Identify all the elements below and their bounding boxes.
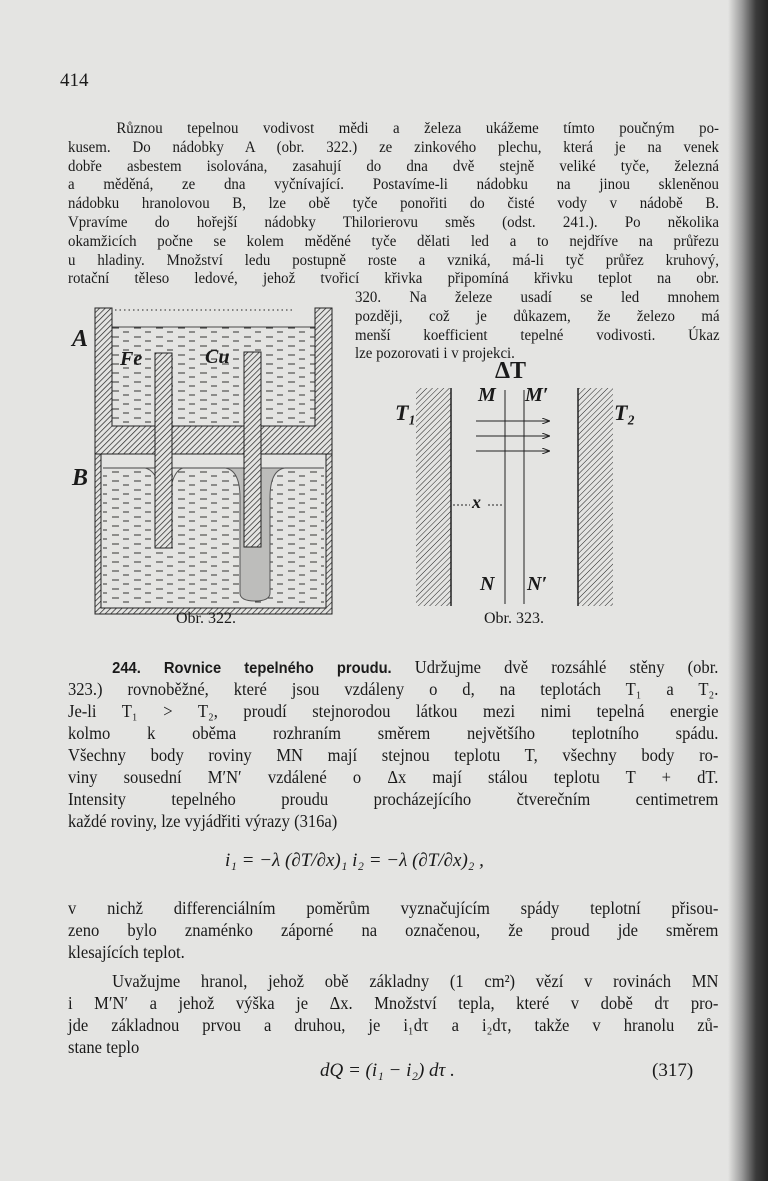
- equation-317-number: (317): [652, 1060, 694, 1081]
- text-line: Vpravíme do hořejší nádobky Thilorierovu směs (odst. 241.). Po několika: [68, 214, 719, 231]
- text-line: zeno bylo znaménko záporné na označenou, že proud jde směrem: [68, 920, 719, 940]
- text-line: okamžicích počne se kolem měděné tyče dělati led a to nejdříve na průřezu: [68, 232, 719, 250]
- text-line: rotační těleso ledové, jehož tvořicí křivka připomíná křivku teplot na obr.: [68, 270, 719, 288]
- label-plane-m-prime: M′: [525, 384, 549, 406]
- text-line: v nichž differenciálním poměrům vyznačujícím spády teplotní přisou-: [68, 898, 719, 918]
- label-vessel-a: A: [72, 326, 89, 352]
- section-heading: 244. Rovnice tepelného proudu.: [112, 660, 392, 677]
- text-line: později, což je důkazem, že železo má: [355, 307, 720, 325]
- text-line: a měděná, ze dna vyčnívající. Postavíme-li nádobku na jinou skleněnou: [68, 176, 719, 194]
- section-first-line: [68, 656, 718, 680]
- text-line: Uvažujme hranol, jehož obě základny (1 cm²) vězí v rovinách MN: [112, 971, 719, 991]
- label-t2: T₂: [614, 400, 636, 425]
- figure-323-caption: Obr. 323.: [484, 610, 544, 627]
- text-line: každé roviny, lze vyjádřiti výrazy (316a): [68, 811, 338, 831]
- equation-317: dQ = (i₁ − i₂) dτ .: [320, 1060, 455, 1081]
- text-line: u hladiny. Množství ledu postupně roste a vzniká, má-li tyč průřez kruhový,: [68, 251, 719, 269]
- section-first-line-text: Udržujme dvě rozsáhlé stěny (obr.: [414, 657, 719, 677]
- label-plane-m: M: [478, 384, 496, 406]
- text-line: i M′N′ a jehož výška je Δx. Množství tepla, které v době dτ pro-: [68, 993, 719, 1013]
- label-copper: Cu: [205, 346, 230, 368]
- text-line: 320. Na železe usadí se led mnohem: [355, 289, 720, 306]
- text-line: nádobku hranolovou B, lze obě tyče ponořiti do čisté vody v nádobě B.: [68, 195, 719, 213]
- text-line: lze pozorovati i v projekci.: [355, 345, 515, 363]
- label-delta-t: ΔT: [495, 358, 527, 384]
- label-plane-n-prime: N′: [527, 573, 548, 595]
- text-line: Je-li T₁ > T₂, proudí stejnorodou látkou mezi nimi tepelná energie: [68, 701, 719, 721]
- text-line: jde základnou prvou a druhou, je i₁dτ a i₂dτ, takže v hranolu zů-: [68, 1015, 719, 1035]
- text-line: Všechny body roviny MN mají stejnou teplotu T, všechny body ro-: [68, 745, 719, 765]
- text-line: klesajících teplot.: [68, 942, 185, 962]
- text-line: Intensity tepelného proudu procházejícího čtverečním centimetrem: [68, 789, 719, 809]
- text-line: dobře asbestem isolována, zasahují do dna dvě stejně veliké tyče, železná: [68, 157, 719, 175]
- label-t1: T₁: [395, 400, 417, 425]
- figure-322-caption: Obr. 322.: [176, 610, 236, 627]
- label-iron: Fe: [120, 348, 143, 370]
- label-plane-n: N: [480, 573, 495, 595]
- text-line: kolmo k oběma rozhraním směrem největšího teplotního spádu.: [68, 723, 719, 743]
- text-line: menší koefficient tepelné vodivosti. Úkaz: [355, 326, 720, 344]
- label-distance-x: x: [472, 492, 481, 512]
- text-line: stane teplo: [68, 1037, 140, 1057]
- equation-316a: i₁ = −λ (∂T/∂x)₁ i₂ = −λ (∂T/∂x)₂ ,: [225, 850, 484, 871]
- text-line: kusem. Do nádobky A (obr. 322.) ze zinkového plechu, která je na venek: [68, 138, 719, 156]
- text-line: 323.) rovnoběžné, které jsou vzdáleny o d, na teplotách T₁ a T₂.: [68, 679, 719, 699]
- text-line: Různou tepelnou vodivost mědi a železa ukážeme tímto poučným po-: [116, 120, 720, 137]
- page-number: 414: [60, 70, 89, 91]
- text-line: viny sousední M′N′ vzdálené o Δx mají stálou teplotu T + dT.: [68, 767, 719, 787]
- label-vessel-b: B: [72, 465, 89, 491]
